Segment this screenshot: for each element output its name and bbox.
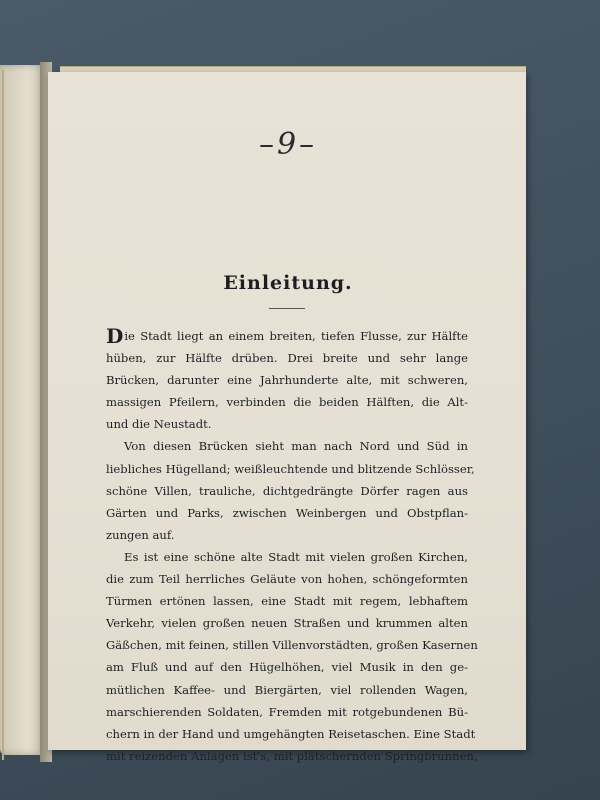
text-line: Gäßchen, mit feinen, stillen Villenvorstädten, großen Kasernen <box>106 638 478 653</box>
drop-cap: D <box>106 324 124 348</box>
book-page <box>48 72 526 763</box>
text-line: schöne Villen, trauliche, dichtgedrängte Dörfer ragen aus <box>106 483 468 498</box>
text-line: Von diesen Brücken sieht man nach Nord und Süd in <box>124 439 468 454</box>
text-line: mütlichen Kaffee- und Biergärten, viel rollenden Wagen, <box>106 682 468 697</box>
text-line: Gärten und Parks, zwischen Weinbergen und Obstpflan- <box>106 505 468 520</box>
text-line: marschierenden Soldaten, Fremden mit rotgebundenen Bü- <box>106 704 468 719</box>
page-number: –9– <box>258 127 318 162</box>
body-text <box>106 324 478 767</box>
text-line: mit reizenden Anlagen ist's, mit plätschernden Springbrunnen, <box>106 748 478 763</box>
text-line: zungen auf. <box>106 527 175 542</box>
text-line: am Fluß und auf den Hügelhöhen, viel Musik in den ge- <box>106 660 468 675</box>
text-line: Brücken, darunter eine Jahrhunderte alte, mit schweren, <box>106 373 468 388</box>
paragraph <box>106 325 468 435</box>
text-line: Türmen ertönen lassen, eine Stadt mit regem, lebhaftem <box>106 594 468 609</box>
paragraph <box>106 546 478 767</box>
chapter-heading: Einleitung. <box>223 272 353 294</box>
text-line: chern in der Hand und umgehängten Reisetaschen. Eine Stadt <box>106 726 476 741</box>
text-line: massigen Pfeilern, verbinden die beiden Hälften, die Alt- <box>106 395 468 410</box>
text-line: Die Stadt liegt an einem breiten, tiefen Flusse, zur Hälfte <box>106 324 468 348</box>
heading-rule <box>269 308 305 309</box>
text-line: die zum Teil herrliches Geläute von hohen, schöngeformten <box>106 572 468 587</box>
paragraph <box>106 435 475 545</box>
text-line: hüben, zur Hälfte drüben. Drei breite und sehr lange <box>106 351 468 366</box>
text-line: liebliches Hügelland; weißleuchtende und blitzende Schlösser, <box>106 461 475 476</box>
text-line: und die Neustadt. <box>106 417 212 432</box>
text-line: Es ist eine schöne alte Stadt mit vielen großen Kirchen, <box>124 549 468 564</box>
left-page-edge <box>2 70 30 760</box>
text-line: Verkehr, vielen großen neuen Straßen und krummen alten <box>106 616 468 631</box>
